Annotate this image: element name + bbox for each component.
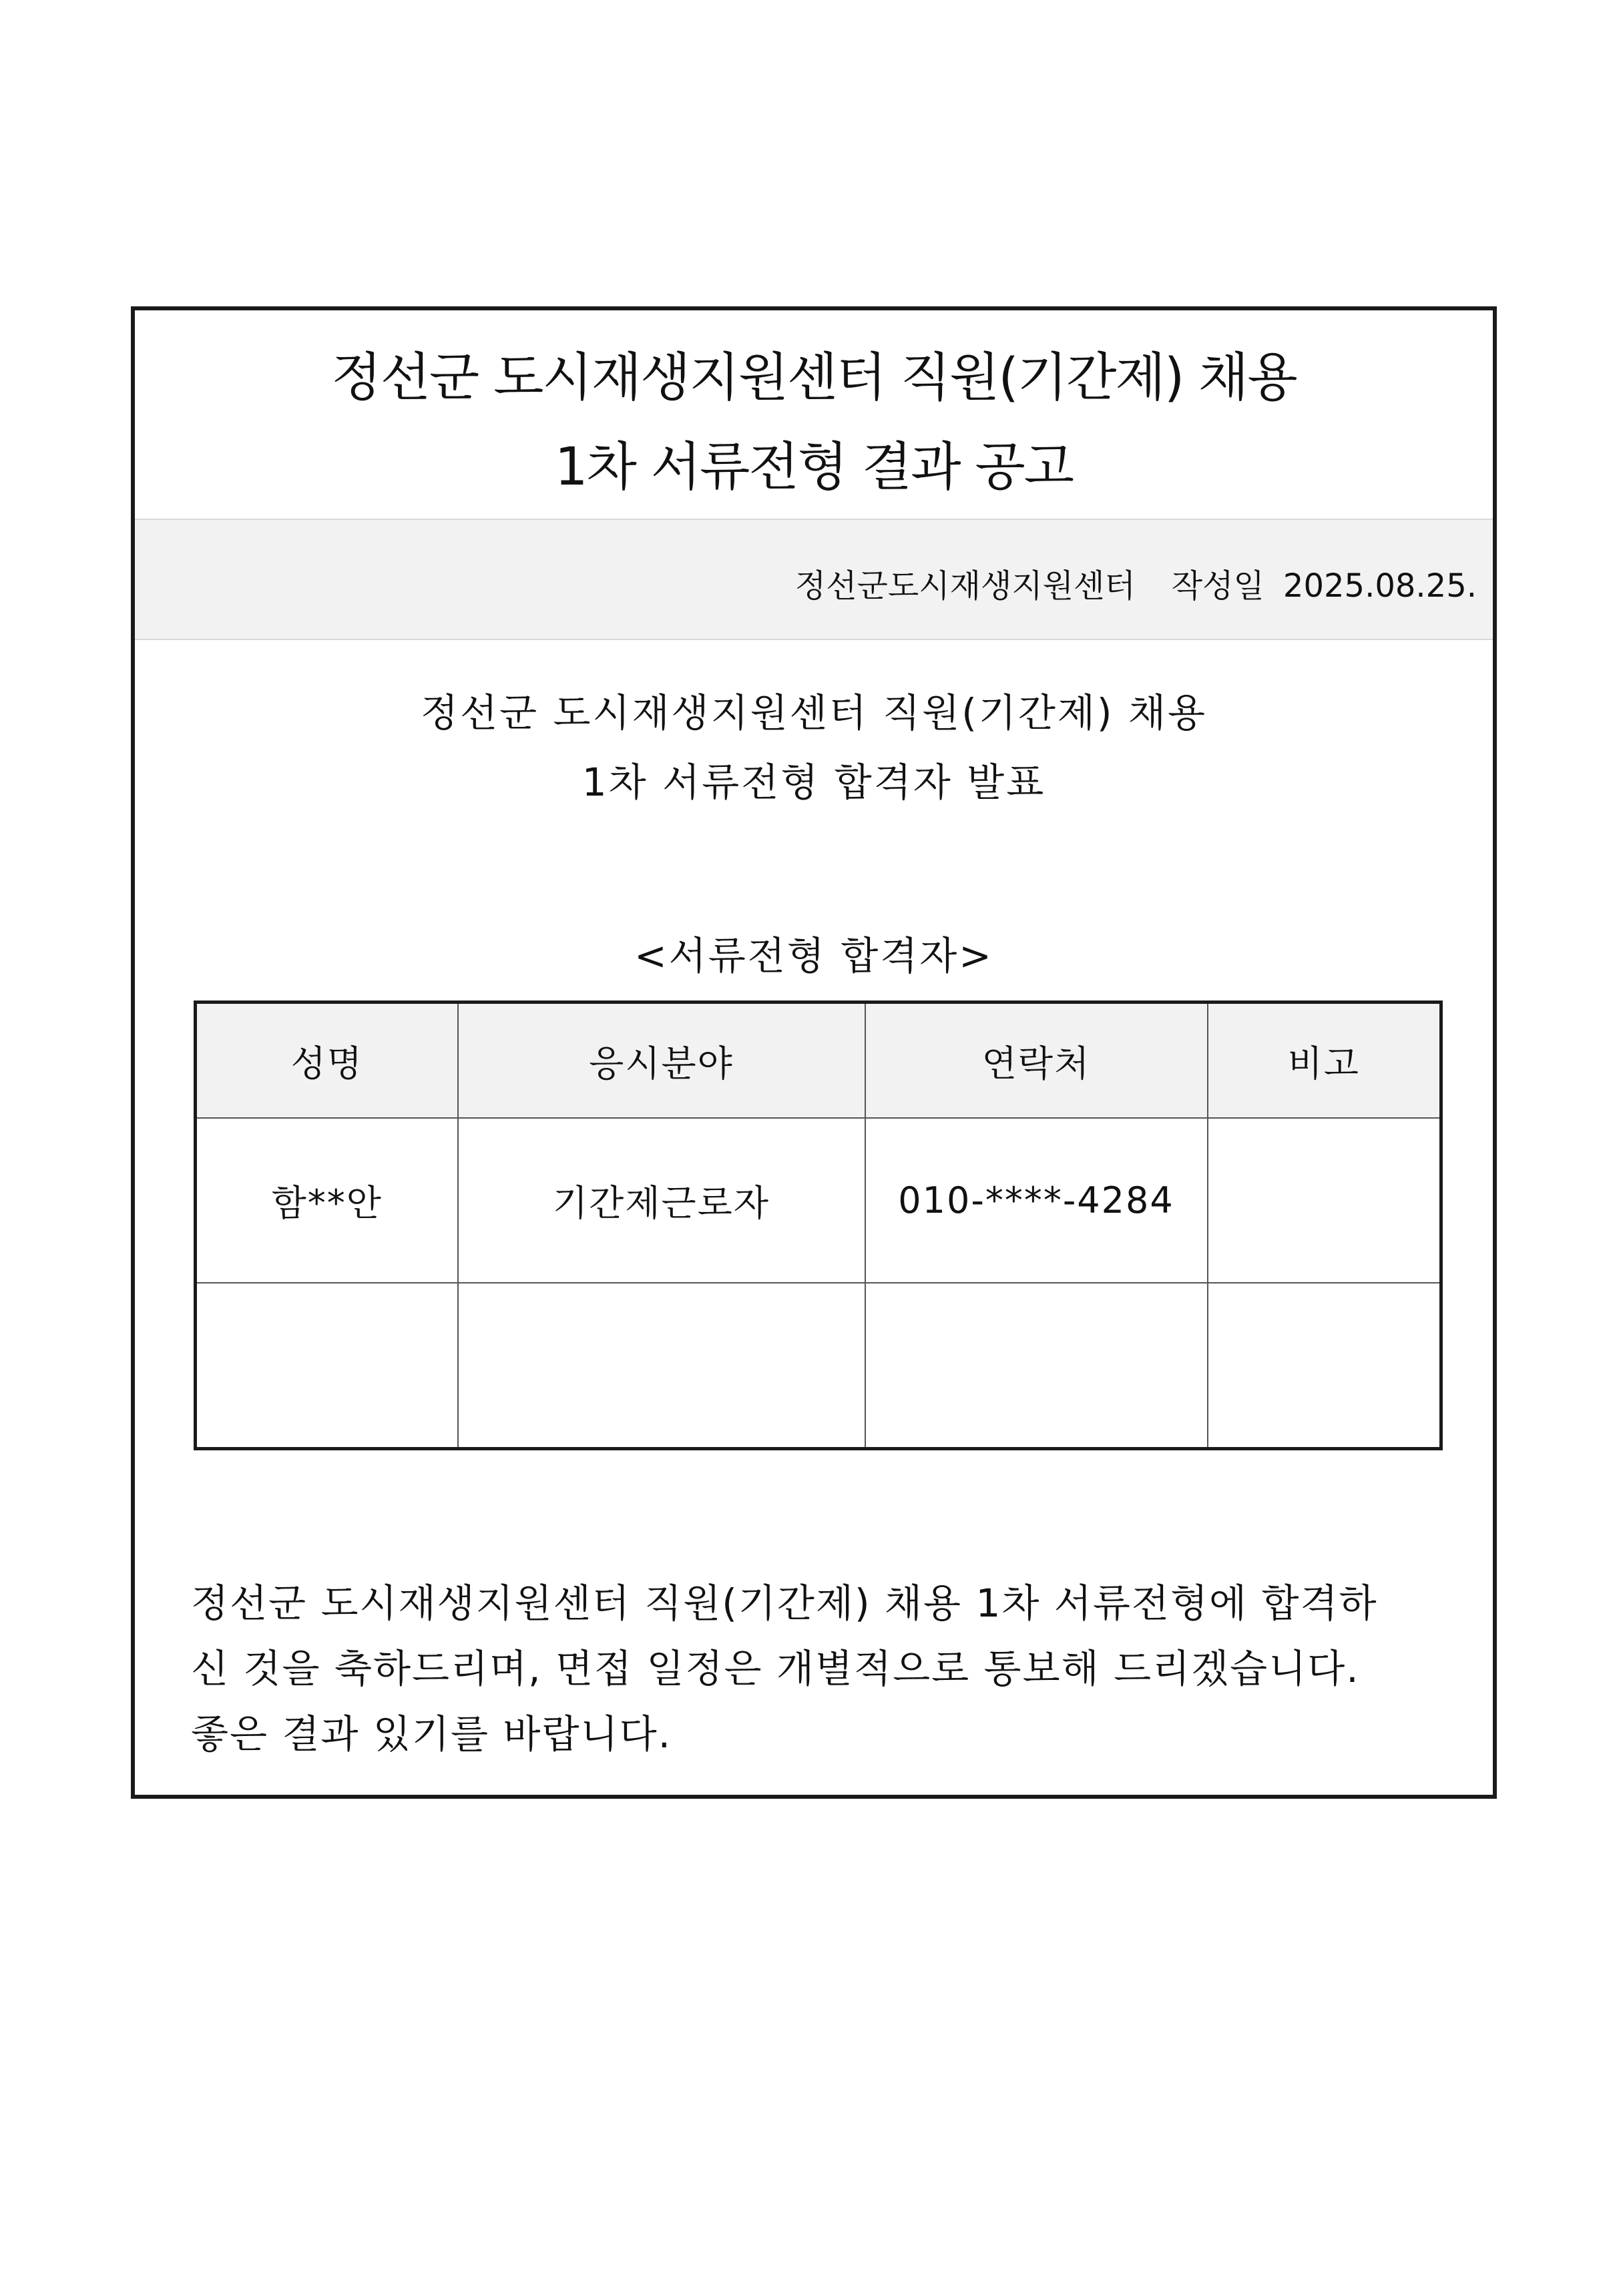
meta-info	[795, 560, 1477, 606]
header-contact: 연락처	[865, 1002, 1208, 1119]
subheading-line-1: 정선군 도시재생지원센터 직원(기간제) 채용	[420, 690, 1208, 736]
cell-note	[1208, 1283, 1441, 1449]
result-table	[194, 1000, 1443, 1450]
cell-note	[1208, 1118, 1441, 1283]
date-label: 작성일	[1171, 567, 1264, 605]
header-note: 비고	[1208, 1002, 1441, 1119]
table-row	[196, 1118, 1441, 1283]
cell-name: 함**안	[196, 1118, 458, 1283]
body-line-1: 정선군 도시재생지원센터 직원(기간제) 채용 1차 서류전형에 합격하	[191, 1581, 1378, 1626]
cell-field: 기간제근로자	[458, 1118, 865, 1283]
notice-title	[135, 310, 1493, 519]
table-row	[196, 1283, 1441, 1449]
table-caption: <서류전형 합격자>	[634, 933, 993, 978]
header-name: 성명	[196, 1002, 458, 1119]
title-line-1: 정선군 도시재생지원센터 직원(기간제) 채용	[331, 348, 1297, 408]
body-paragraph	[191, 1570, 1443, 1767]
meta-bar	[135, 519, 1493, 640]
table-header-row	[196, 1002, 1441, 1119]
body-line-3: 좋은 결과 있기를 바랍니다.	[191, 1711, 672, 1757]
notice-box	[131, 306, 1497, 1799]
subheading-line-2: 1차 서류전형 합격자 발표	[582, 760, 1046, 805]
title-line-2: 1차 서류전형 결과 공고	[554, 437, 1074, 497]
header-field: 응시분야	[458, 1002, 865, 1119]
body-line-2: 신 것을 축하드리며, 면접 일정은 개별적으로 통보해 드리겠습니다.	[191, 1646, 1360, 1691]
cell-name	[196, 1283, 458, 1449]
cell-contact	[865, 1283, 1208, 1449]
date-value: 2025.08.25.	[1283, 567, 1477, 605]
organization-name: 정선군도시재생지원센터	[794, 567, 1136, 605]
cell-contact: 010-****-4284	[865, 1118, 1208, 1283]
cell-field	[458, 1283, 865, 1449]
